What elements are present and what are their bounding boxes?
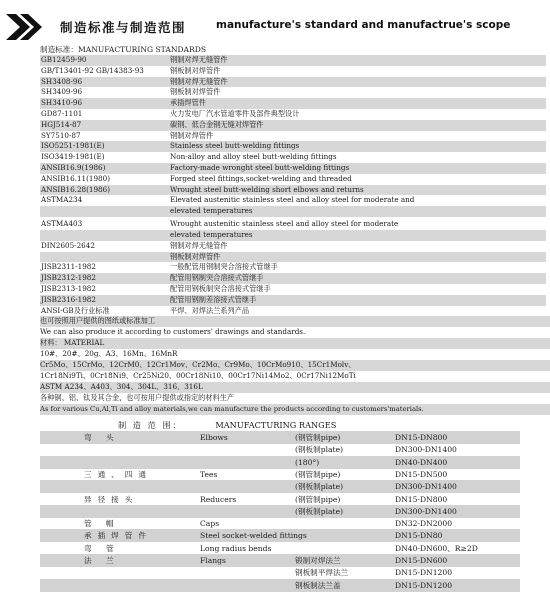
standard-description: 承插焊管件 [170, 98, 206, 108]
standard-row [40, 185, 546, 196]
standard-row [40, 195, 546, 206]
range-value: DN15-DN600 [395, 556, 448, 565]
standard-row [40, 230, 546, 241]
ranges-title-zh: 制 造 范 围： [118, 420, 183, 430]
standard-description: Wrought steel butt-welding short elbows and returns [170, 184, 364, 194]
standard-code: GD87-1101 [41, 108, 83, 118]
range-value: DN40-DN600、R≥2D [395, 543, 478, 553]
standard-description: 钢板制对焊管件 [170, 251, 221, 261]
range-value: DN300-DN1400 [395, 445, 457, 455]
range-row [40, 505, 520, 518]
standard-description: 钢制对焊管件 [170, 130, 214, 140]
range-row [40, 517, 520, 530]
standard-code: DIN2605-2642 [41, 240, 95, 250]
standard-row [40, 87, 546, 98]
standard-code: ASTMA403 [41, 218, 83, 228]
ranges-title-en: MANUFACTURING RANGES [215, 420, 337, 430]
range-name-zh: 法 兰 [84, 556, 120, 565]
standards-table [40, 55, 546, 316]
range-name-en: Long radius bends [200, 543, 272, 553]
standard-description: Stainless steel butt-welding fittings [170, 141, 300, 151]
range-name-zh: 承插焊管件 [84, 531, 152, 541]
standard-description: Forged steel fittings,socket-welding and threaded [170, 173, 352, 183]
page-title-en: manufacture's standard and manufactrue's scope [216, 19, 511, 31]
range-name-zh: 异径接头 [84, 494, 139, 504]
range-value: DN15-DN80 [395, 531, 443, 541]
standard-description: 一般配管用钢制突合溶接式管继手 [170, 262, 278, 272]
range-value: DN300-DN1400 [395, 506, 457, 516]
range-value: DN15-DN1200 [395, 568, 453, 578]
standard-code: JISB2312-1982 [41, 273, 96, 283]
standard-code: GB/T13401-92 GB/14383-93 [41, 65, 144, 75]
range-subtype: 钢板制平焊法兰 [295, 568, 349, 578]
standard-row [40, 109, 546, 120]
standard-code: JISB2313-1982 [41, 283, 96, 293]
standard-row [40, 98, 546, 109]
standard-row [40, 55, 546, 66]
range-row [40, 443, 520, 456]
standard-description: 钢制对焊无缝管件 [170, 55, 228, 64]
range-subtype: (180°) [295, 457, 320, 467]
page-header [6, 14, 546, 40]
range-row [40, 468, 520, 481]
standard-row [40, 284, 546, 295]
standard-description: 配管用钢板制突合溶接式管继手 [170, 283, 271, 293]
range-row [40, 493, 520, 506]
standard-description: 钢制对焊无缝管件 [170, 76, 228, 86]
standard-description: 配管用钢制差溶接式管继手 [170, 294, 257, 304]
standard-row [40, 152, 546, 163]
standard-description: Wrought austenitic stainless steel and alloy steel for moderate [170, 218, 399, 228]
range-name-zh: 弯 管 [84, 543, 120, 553]
standard-code: SY7510-87 [41, 130, 81, 140]
range-value: DN40-DN400 [395, 457, 448, 467]
range-subtype: (钢板制plate) [295, 506, 344, 516]
standard-code: HGJ514-87 [41, 119, 82, 129]
standard-code: GB12459-90 [41, 55, 87, 64]
range-subtype: (钢管制pipe) [295, 494, 341, 504]
custom-note-zh: 也可按照用户提供的图纸或标准加工 [40, 316, 550, 327]
range-subtype: (钢管制pipe) [295, 469, 341, 479]
standard-row [40, 252, 546, 263]
standard-description: Non-alloy and alloy steel butt-welding fittings [170, 152, 337, 162]
standard-row [40, 131, 546, 142]
standard-row [40, 66, 546, 77]
range-row [40, 480, 520, 493]
range-name-en: Flangs [200, 556, 226, 565]
custom-note-en: We can also produce it according to customers' drawings and standards. [40, 327, 306, 336]
standard-row [40, 174, 546, 185]
page-title-zh: 制造标准与制造范围 [60, 20, 187, 35]
standard-code: ANSIB16.28(1986) [41, 184, 111, 194]
standard-code: SH3409-96 [41, 87, 83, 97]
range-name-en: Steel socket-welded fittings [200, 531, 307, 541]
standard-row [40, 241, 546, 252]
range-name-zh: 三通、四通 [84, 469, 152, 479]
standard-row [40, 163, 546, 174]
standard-description: 碳钢、低合金钢无缝对焊管件 [170, 119, 264, 129]
standard-row [40, 217, 546, 230]
standards-label: 制造标准：MANUFACTURING STANDARDS [40, 45, 207, 54]
standard-row [40, 273, 546, 284]
range-subtype: 钢板制法兰盖 [295, 580, 341, 590]
standard-row [40, 77, 546, 88]
range-value: DN15-DN1200 [395, 580, 453, 590]
standard-description: 钢制对焊无缝管件 [170, 240, 228, 250]
range-row [40, 554, 520, 567]
range-name-zh: 管 帽 [84, 519, 120, 529]
standard-code: ANSI-GB及行业标准 [41, 305, 110, 315]
range-name-en: Elbows [200, 433, 228, 442]
standard-code: JISB2316-1982 [41, 294, 96, 304]
standard-code: ANSIB16.9(1986) [41, 162, 106, 172]
range-row [40, 566, 520, 579]
standard-row [40, 120, 546, 131]
standard-code: SH3408-96 [41, 76, 83, 86]
material-line-5: 各种铜、铝、钛及其合金，也可按用户提供或指定的材料生产 [40, 393, 235, 402]
range-value: DN300-DN1400 [395, 482, 457, 492]
range-row [40, 431, 520, 444]
standard-code: ASTMA234 [41, 195, 83, 205]
standard-description: 配管用钢制突合溶接式管继手 [170, 273, 264, 283]
material-line-4: ASTM A234、A403、304、304L、316、316L [40, 382, 550, 393]
standard-row [40, 306, 546, 317]
standard-description: 平焊、对焊法兰系列产品 [170, 305, 250, 315]
standard-row [40, 206, 546, 217]
standard-description: elevated temperatures [170, 229, 253, 239]
standard-row [40, 295, 546, 306]
standard-code: ISO3419-1981(E) [41, 152, 105, 162]
material-line-1: 10#、20#、20g、A3、16Mn、16MnR [40, 349, 178, 358]
range-row [40, 456, 520, 469]
range-row [40, 542, 520, 555]
standard-description: 钢板制对焊管件 [170, 65, 221, 75]
range-name-en: Tees [200, 469, 218, 479]
range-value: DN15-DN800 [395, 494, 448, 504]
range-subtype: (钢板制plate) [295, 482, 344, 492]
material-line-3: 1Cr18Ni9Ti、0Cr18Ni9、Cr25Ni20、00Cr18Ni10、00Cr17Ni14Mo2、0Cr17Ni12MoTi [40, 371, 356, 380]
range-name-zh: 弯 头 [84, 433, 120, 442]
standard-row [40, 262, 546, 273]
range-value: DN15-DN800 [395, 433, 448, 442]
standard-description: Elevated austenitic stainless steel and alloy steel for moderate and [170, 195, 415, 205]
standard-description: 火力发电厂汽水管道零件及部件典型设计 [170, 108, 300, 118]
range-value: DN15-DN500 [395, 469, 448, 479]
standard-description: elevated temperatures [170, 206, 253, 216]
standard-description: 钢板制对焊管件 [170, 87, 221, 97]
range-value: DN32-DN2000 [395, 519, 453, 529]
ranges-title [118, 420, 336, 431]
material-line-6: As for various Cu,Al,Ti and alloy materials,we can manufacture the products according to customers'materials. [40, 404, 550, 415]
standard-code: ANSIB16.11(1980) [41, 173, 111, 183]
material-line-2: Cr5Mo、15CrMo、12CrM0、12Cr1Mov、Cr2Mo、Cr9Mo、10CrMo910、15Cr1Molv、 [40, 360, 550, 371]
material-label: 材料： MATERIAL [40, 338, 550, 349]
standard-code: ISO5251-1981(E) [41, 141, 105, 151]
range-subtype: (钢管制pipe) [295, 433, 341, 442]
standard-code: JISB2311-1982 [41, 262, 96, 272]
standard-description: Factory-made wronght steel butt-welding fittings [170, 162, 350, 172]
standard-code: SH3410-96 [41, 98, 83, 108]
range-name-en: Caps [200, 519, 220, 529]
range-subtype: (钢板制plate) [295, 445, 344, 455]
range-row [40, 529, 520, 542]
range-subtype: 锻制对焊法兰 [295, 556, 341, 565]
double-chevron-icon [6, 14, 48, 40]
range-name-en: Reducers [200, 494, 237, 504]
standard-row [40, 141, 546, 152]
